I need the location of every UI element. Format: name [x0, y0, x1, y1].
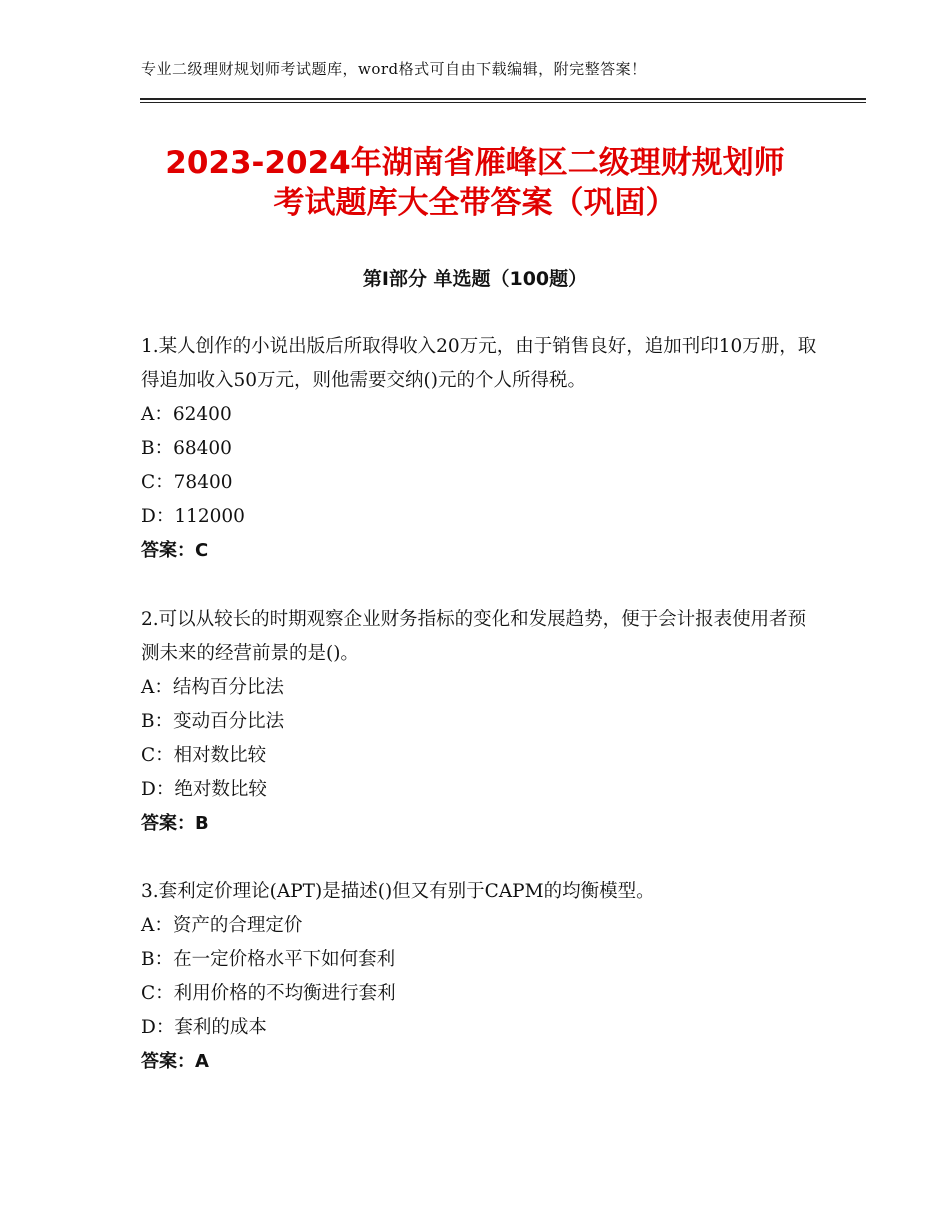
question-block [141, 330, 821, 568]
document-title [0, 143, 950, 223]
title-line-2: 考试题库大全带答案（巩固） [273, 185, 677, 221]
page-header-note: 专业二级理财规划师考试题库，word格式可自由下载编辑，附完整答案！ [141, 60, 647, 78]
option-a: A：62400 [141, 404, 232, 425]
option-b: B：变动百分比法 [141, 711, 285, 732]
question-stem: 3.套利定价理论(APT)是描述()但又有别于CAPM的均衡模型。 [141, 881, 655, 902]
option-c: C：78400 [141, 472, 233, 493]
option-a: A：结构百分比法 [141, 677, 284, 698]
option-b: B：68400 [141, 438, 232, 459]
question-stem: 2.可以从较长的时期观察企业财务指标的变化和发展趋势，便于会计报表使用者预测未来的经营前景的是()。 [141, 609, 807, 664]
option-a: A：资产的合理定价 [141, 915, 303, 936]
answer-line: 答案：A [141, 1051, 209, 1072]
question-block [141, 875, 821, 1079]
question-block [141, 603, 821, 841]
option-d: D：套利的成本 [141, 1017, 267, 1038]
header-divider-thick [140, 98, 866, 100]
header-divider-thin [140, 102, 866, 103]
section-heading: 第Ⅰ部分 单选题（100题） [362, 268, 588, 290]
option-d: D：112000 [141, 506, 245, 527]
option-c: C：利用价格的不均衡进行套利 [141, 983, 396, 1004]
answer-line: 答案：B [141, 813, 209, 834]
title-line-1: 2023-2024年湖南省雁峰区二级理财规划师 [165, 145, 785, 181]
question-stem: 1.某人创作的小说出版后所取得收入20万元，由于销售良好，追加刊印10万册，取得追加收入50万元，则他需要交纳()元的个人所得税。 [141, 336, 817, 391]
option-d: D：绝对数比较 [141, 779, 267, 800]
answer-line: 答案：C [141, 540, 209, 561]
option-c: C：相对数比较 [141, 745, 267, 766]
option-b: B：在一定价格水平下如何套利 [141, 949, 396, 970]
